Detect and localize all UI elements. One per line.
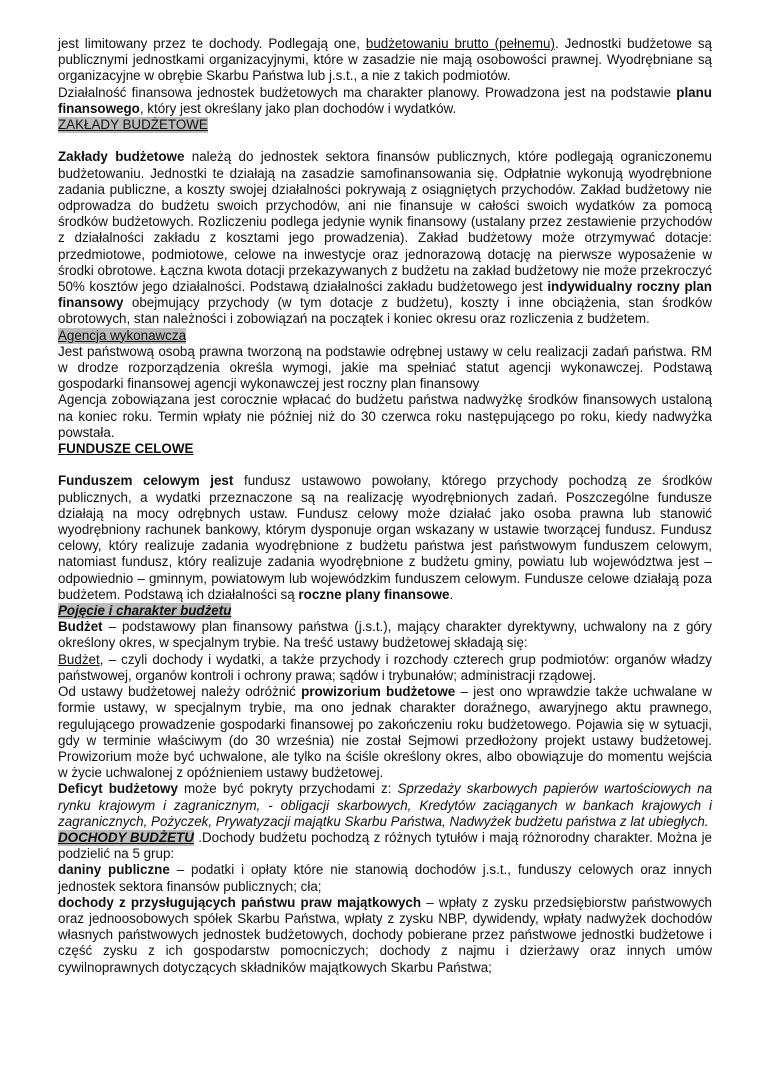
budzet-content bbox=[58, 652, 712, 684]
budzet-definition bbox=[58, 619, 712, 651]
intro-paragraph-2 bbox=[58, 85, 712, 117]
plan-finansowy-term: planu finansowego bbox=[58, 84, 712, 116]
prowizorium-text: Od ustawy budżetowej należy odróżnić bbox=[58, 684, 302, 700]
zaklady-paragraph bbox=[58, 149, 712, 327]
spacer bbox=[58, 457, 712, 473]
prowizorium-paragraph bbox=[58, 684, 712, 781]
section-heading-dochody: DOCHODY BUDŻETU bbox=[58, 829, 194, 845]
daniny-paragraph bbox=[58, 862, 712, 894]
section-heading-pojecie: Pojęcie i charakter budżetu bbox=[58, 603, 232, 619]
prawa-majatkowe-paragraph bbox=[58, 895, 712, 976]
budzetowanie-brutto-term: budżetowaniu brutto (pełnemu) bbox=[365, 36, 555, 51]
fundusz-term: Funduszem celowym jest bbox=[58, 473, 234, 489]
deficyt-paragraph bbox=[58, 781, 712, 830]
intro-text-2-cont: , który jest określany jako plan dochodów i wydatków. bbox=[139, 100, 457, 116]
budzet-content-text: , – czyli dochody i wydatki, a także przychody i rozchody czterech grup podmiotów: organów władzy państwowej, organów kontroli i ochrony prawa; sądów i trybunałów; administracji rządowej. bbox=[58, 651, 712, 683]
intro-text-cont: . Jednostki budżetowe są publicznymi jednostkami organizacyjnymi, które w zasadzie nie mają osobowości prawnej. Wyodrębniane są organizacyjne w obrębie Skarbu Państwa lub j.s.t., a nie z takich podmiotów. bbox=[58, 36, 712, 84]
budzet-underlined-term: Budżet bbox=[58, 651, 100, 667]
agencja-paragraph-1: Jest państwową osobą prawna tworzoną na podstawie odrębnej ustawy w celu realizacji zadań państwa. RM w drodze rozporządzenia określa wymogi, jakie ma spełniać statut agencji wykonawczej. Podstawą gospodarki finansowej agencji wykonawczej jest roczny plan finansowy bbox=[58, 343, 712, 392]
deficyt-text: może być pokryty przychodami z: bbox=[177, 781, 392, 797]
deficyt-sources: Sprzedaży skarbowych papierów wartościowych na rynku krajowym i zagranicznym, - obligacji skarbowych, Kredytów zaciąganych w bankach krajowych i zagranicznych, Pożyczek, Prywatyzacji majątku Skarbu Państwa, Nadwyżek budżetu państwa z lat ubiegłych. bbox=[58, 781, 713, 829]
intro-text: jest limitowany przez te dochody. Podlegają one, bbox=[58, 36, 366, 51]
intro-text-2: Działalność finansowa jednostek budżetowych ma charakter planowy. Prowadzona jest na podstawie bbox=[58, 84, 677, 100]
intro-paragraph-1 bbox=[58, 36, 712, 85]
zaklady-text-cont: obejmujący przychody (w tym dotacje z budżetu), koszty i inne obciążenia, stan środków obrotowych, stan należności i zobowiązań na początek i koniec okresu oraz rozliczenia z budżetem. bbox=[58, 295, 712, 327]
fundusze-text-cont: . bbox=[449, 586, 454, 602]
prawa-majatkowe-term: dochody z przysługujących państwu praw majątkowych bbox=[58, 894, 422, 910]
prawa-majatkowe-text: – wpłaty z zysku przedsiębiorstw państwowych oraz jednoosobowych spółek Skarbu Państwa, wpłaty z zysku NBP, dywidendy, wpłaty nadwyżek dochodów własnych państwowych jednostek budżetowych, dochody pobierane przez państwowe jednostki budżetowe i część zysku z ich gospodarstw pomocniczych; dochody z najmu i dzierżawy oraz innych umów cywilnoprawnych dotyczących składników majątkowych Skarbu Państwa; bbox=[58, 894, 712, 975]
section-heading-fundusze: FUNDUSZE CELOWE bbox=[58, 441, 194, 457]
dochody-intro bbox=[58, 830, 712, 862]
daniny-text: – podatki i opłaty które nie stanowią dochodów j.s.t., funduszy celowych oraz innych jednostek sektora finansów publicznych; cła; bbox=[58, 862, 712, 894]
prowizorium-term: prowizorium budżetowe bbox=[301, 684, 456, 700]
fundusze-plan-term: roczne plany finansowe bbox=[298, 586, 450, 602]
spacer bbox=[58, 133, 712, 149]
zaklady-text: należą do jednostek sektora finansów publicznych, które podlegają ograniczonemu budżetowaniu. Jednostki te działają na zasadzie samofinansowania się. Odpłatnie wykonują wyodrębnione zadania publiczne, a koszty swojej działalności pokrywają z osiągniętych przychodów. Zakład budżetowy nie odprowadza do budżetu swoich przychodów, ani nie finansuje w całości swoich wydatków za pomocą środków budżetowych. Rozliczeniu podlega jedynie wynik finansowy (ustalany przez zestawienie przychodów z działalności zakładu z kosztami jego prowadzenia). Zakład budżetowy może otrzymywać dotacje: przedmiotowe, podmiotowe, celowe na inwestycje oraz jednorazową dotację na pierwsze wyposażenie w środki obrotowe. Łączna kwota dotacji przekazywanych z budżetu na zakład budżetowy nie może przekroczyć 50% kosztów jego działalności. Podstawą działalności zakładu budżetowego jest bbox=[58, 149, 713, 295]
deficyt-term: Deficyt budżetowy bbox=[58, 781, 178, 797]
agencja-paragraph-2: Agencja zobowiązana jest corocznie wpłacać do budżetu państwa nadwyżkę środków finansowych ustaloną na koniec roku. Termin wpłaty nie później niż do 30 czerwca roku następującego po roku, kiedy nadwyżka powstała. bbox=[58, 392, 712, 440]
zaklady-term: Zakłady budżetowe bbox=[58, 149, 185, 165]
budzet-text: – podstawowy plan finansowy państwa (j.s.t.), mający charakter dyrektywny, uchwalony na z góry określony okres, w specjalnym trybie. Na treść ustawy budżetowej składają się: bbox=[58, 619, 712, 651]
fundusze-paragraph bbox=[58, 473, 712, 603]
budzet-term: Budżet bbox=[58, 619, 103, 635]
fundusze-text: fundusz ustawowo powołany, którego przychody pochodzą ze środków publicznych, a wydatki przeznaczone są na realizację wyodrębnionych zadań. Poszczególne fundusze działają na mocy odrębnych ustaw. Fundusz celowy może działać jako osoba prawna lub stanowić wyodrębniony rachunek bankowy, którym dysponuje organ wskazany w ustawie tworzącej fundusz. Fundusz celowy, który realizuje zadania wyodrębnione z budżetu państwa jest państwowym funduszem celowym, natomiast fundusz, który realizuje zadania wyodrębnione z budżetu gminy, powiatu lub województwa jest – odpowiednio – gminnym, powiatowym lub wojewódzkim funduszem celowym. Fundusze celowe działają poza budżetem. Podstawą ich działalności są bbox=[58, 473, 712, 602]
section-heading-zaklady: ZAKŁADY BUDŻETOWE bbox=[58, 117, 208, 133]
daniny-term: daniny publiczne bbox=[58, 862, 170, 878]
section-heading-agencja: Agencja wykonawcza bbox=[58, 327, 187, 343]
dochody-intro-text: .Dochody budżetu pochodzą z różnych tytułów i mają różnorodny charakter. Można je podzielić na 5 grup: bbox=[58, 829, 712, 862]
prowizorium-text-cont: – jest ono wprawdzie także uchwalane w formie ustawy, w specjalnym trybie, ma ono jednak charakter doraźnego, awaryjnego aktu prawnego, regulującego prowadzenie gospodarki finansowej po zakończeniu roku budżetowego. Pojawia się w sytuacji, gdy w terminie właściwym (do 30 września) nie został Sejmowi przedłożony projekt ustawy budżetowej. Prowizorium może być uchwalone, ale tylko na ściśle określony okres, albo obowiązuje do momentu wejścia w życie uchwalonej z opóźnieniem ustawy budżetowej. bbox=[58, 684, 712, 781]
zaklady-plan-term: indywidualny roczny plan finansowy bbox=[58, 279, 712, 311]
document-page bbox=[58, 36, 712, 976]
